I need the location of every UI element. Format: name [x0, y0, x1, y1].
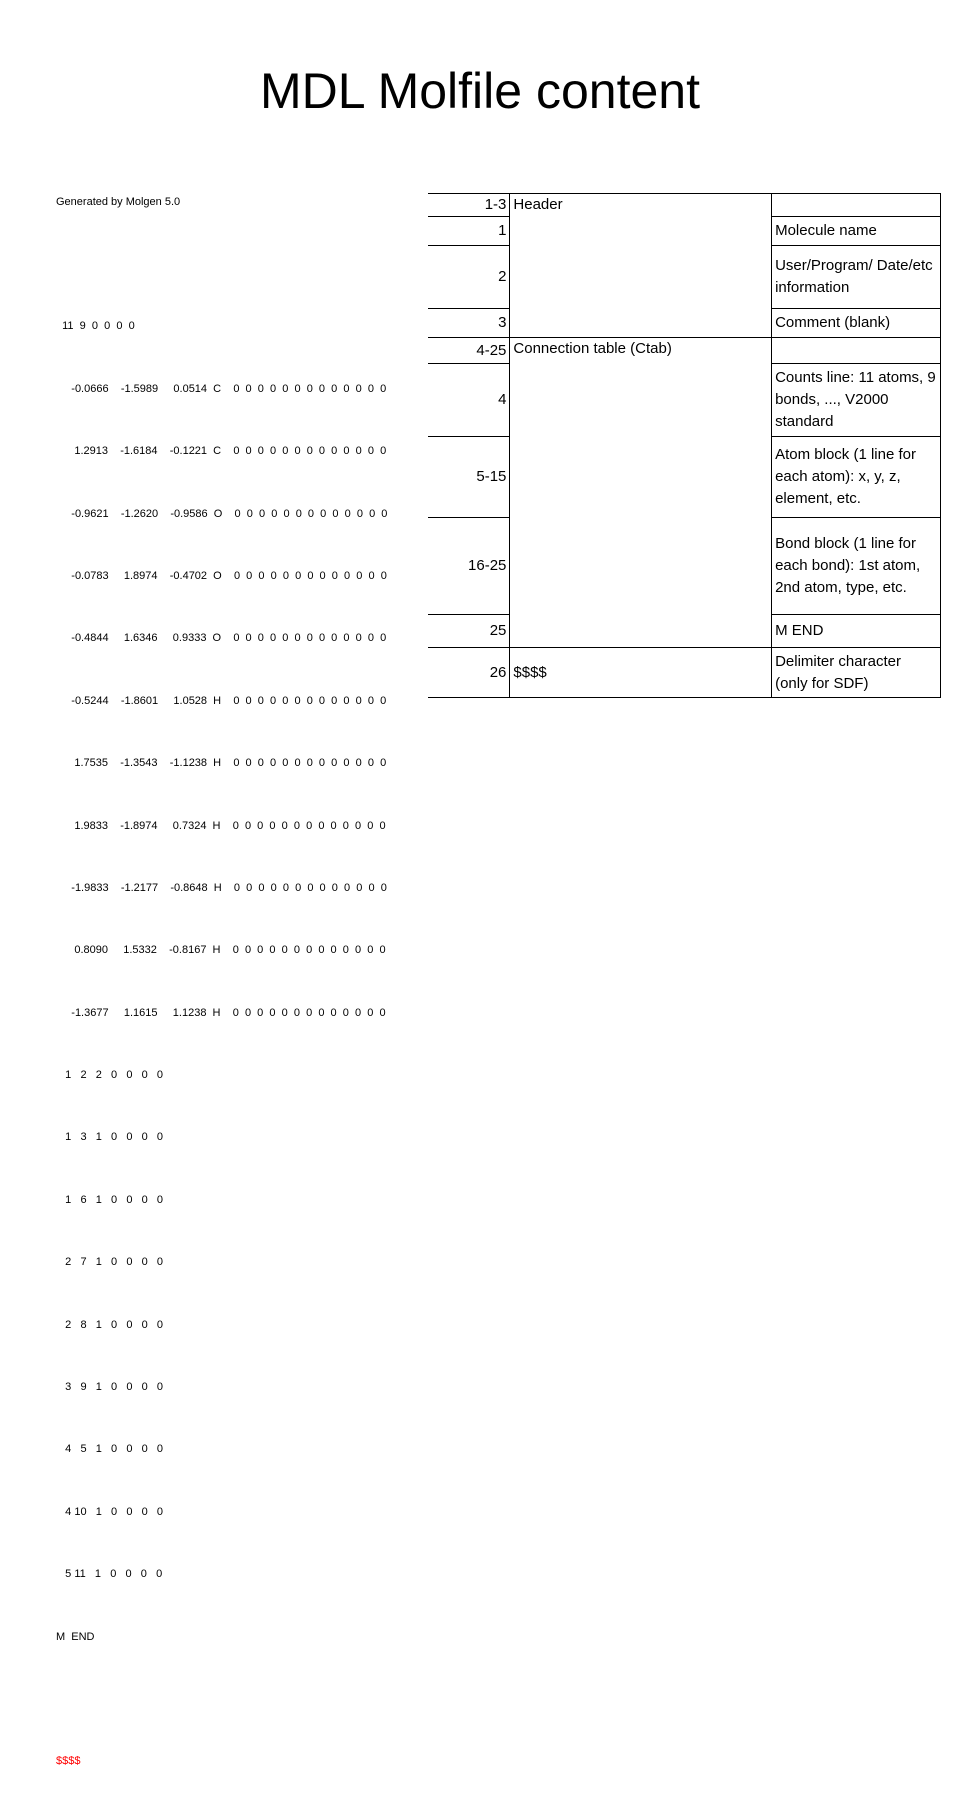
table-row: [428, 648, 941, 698]
molfile-line: Generated by Molgen 5.0: [56, 195, 181, 208]
line-range-cell: 26: [428, 648, 510, 698]
molfile-line: 2 8 1 0 0 0 0: [56, 1318, 164, 1331]
molfile-line: -0.5244 -1.8601 1.0528 H 0 0 0 0 0 0 0 0 0 0 0 0 0: [56, 694, 387, 707]
molfile-line: -0.0666 -1.5989 0.0514 C 0 0 0 0 0 0 0 0 0 0 0 0 0: [56, 382, 387, 395]
detail-cell: [772, 338, 941, 364]
table-row: [428, 338, 941, 364]
sdf-delimiter: $$$$: [56, 1755, 81, 1768]
molfile-line: 5 11 1 0 0 0 0: [56, 1568, 163, 1581]
molfile-structure-table: [428, 193, 941, 698]
molfile-listing: [56, 150, 387, 1793]
molfile-line: 11 9 0 0 0 0: [56, 320, 135, 333]
molfile-line: -1.9833 -1.2177 -0.8648 H 0 0 0 0 0 0 0 0 0 0 0 0 0: [56, 881, 387, 894]
detail-cell: Atom block (1 line for each atom): x, y, z, element, etc.: [772, 437, 941, 518]
line-range-cell: 1: [428, 217, 510, 246]
line-range-cell: 25: [428, 615, 510, 648]
line-range-cell: 2: [428, 246, 510, 309]
detail-cell: Counts line: 11 atoms, 9 bonds, ..., V2000 standard: [772, 364, 941, 437]
detail-cell: Delimiter character (only for SDF): [772, 648, 941, 698]
line-range-cell: 16-25: [428, 518, 510, 615]
section-cell: Connection table (Ctab): [510, 338, 772, 648]
line-range-cell: 4-25: [428, 338, 510, 364]
molfile-line: 4 5 1 0 0 0 0: [56, 1443, 164, 1456]
detail-cell: [772, 194, 941, 217]
line-range-cell: 4: [428, 364, 510, 437]
table-row: [428, 194, 941, 217]
molfile-line: 1.7535 -1.3543 -1.1238 H 0 0 0 0 0 0 0 0 0 0 0 0 0: [56, 757, 387, 770]
detail-cell: Comment (blank): [772, 309, 941, 338]
detail-cell: Bond block (1 line for each bond): 1st atom, 2nd atom, type, etc.: [772, 518, 941, 615]
molfile-line: -0.0783 1.8974 -0.4702 O 0 0 0 0 0 0 0 0 0 0 0 0 0: [56, 569, 387, 582]
detail-cell: M END: [772, 615, 941, 648]
molfile-line: 3 9 1 0 0 0 0: [56, 1381, 164, 1394]
molfile-line: 1 3 1 0 0 0 0: [56, 1131, 164, 1144]
molfile-line: 4 10 1 0 0 0 0: [56, 1505, 164, 1518]
detail-cell: User/Program/ Date/etc information: [772, 246, 941, 309]
molfile-line: 1 2 2 0 0 0 0: [56, 1069, 164, 1082]
section-cell: Header: [510, 194, 772, 338]
slide-title: MDL Molfile content: [260, 63, 700, 119]
detail-cell: Molecule name: [772, 217, 941, 246]
line-range-cell: 5-15: [428, 437, 510, 518]
line-range-cell: 1-3: [428, 194, 510, 217]
molfile-line: [56, 254, 387, 275]
molfile-line: [56, 1689, 387, 1710]
molfile-line: 1.9833 -1.8974 0.7324 H 0 0 0 0 0 0 0 0 0 0 0 0 0: [56, 819, 386, 832]
molfile-line: 1 6 1 0 0 0 0: [56, 1193, 164, 1206]
molfile-line: -0.4844 1.6346 0.9333 O 0 0 0 0 0 0 0 0 0 0 0 0 0: [56, 632, 387, 645]
section-cell: $$$$: [510, 648, 772, 698]
molfile-line: 0.8090 1.5332 -0.8167 H 0 0 0 0 0 0 0 0 0 0 0 0 0: [56, 944, 386, 957]
molfile-line: -1.3677 1.1615 1.1238 H 0 0 0 0 0 0 0 0 0 0 0 0 0: [56, 1006, 386, 1019]
molfile-line: 1.2913 -1.6184 -0.1221 C 0 0 0 0 0 0 0 0 0 0 0 0 0: [56, 445, 387, 458]
line-range-cell: 3: [428, 309, 510, 338]
molfile-line: M END: [56, 1630, 95, 1643]
molfile-line: -0.9621 -1.2620 -0.9586 O 0 0 0 0 0 0 0 0 0 0 0 0 0: [56, 507, 388, 520]
molfile-line: 2 7 1 0 0 0 0: [56, 1256, 164, 1269]
